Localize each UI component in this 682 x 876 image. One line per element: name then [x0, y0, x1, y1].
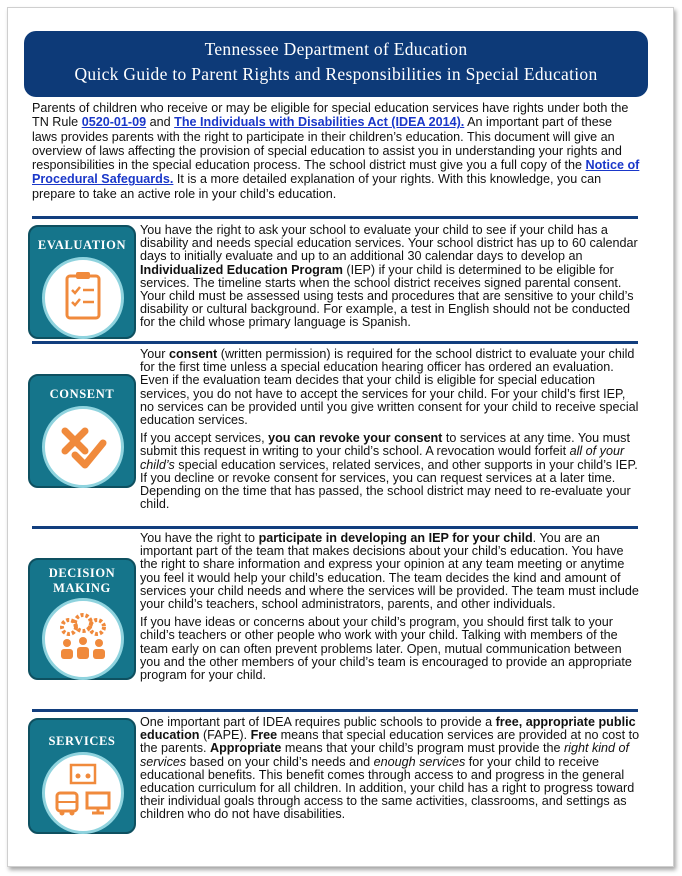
- services-label: SERVICES: [48, 734, 116, 748]
- text: You have the right to ask your school to evaluate your child to see if your child has a disability and needs special education services. Your school district has up to 60 calendar days to initially evaluate and up to an additional 30 calendar days to develop an: [140, 223, 638, 264]
- text: (written permission) is required for the school district to evaluate your child for the first time unless a special education hearing officer has ordered an evaluation. Even if the evaluation team decides that your child is eligible for special education services, you do not have to accept the services for your child. For your child’s first IEP, no services can be provided until you give written consent for your child to receive special education services.: [140, 347, 639, 428]
- bold-text: free, appropriate public education: [140, 715, 636, 743]
- evaluation-badge: [28, 225, 136, 339]
- x-check-icon: [42, 406, 124, 488]
- intro-text: Parents of children who receive or may be eligible for special education services have rights under both the TN Rule: [32, 101, 629, 130]
- text: means that your child’s program must provide the: [281, 741, 564, 756]
- evaluation-text: [140, 224, 640, 335]
- text: (FAPE).: [199, 728, 251, 743]
- intro-text: It is a more detailed explanation of your rights. With this knowledge, you can prepare to take an active role in your child’s education.: [32, 172, 602, 201]
- decision-label-line1: DECISION: [48, 566, 116, 580]
- intro-text: and: [146, 115, 175, 130]
- consent-badge: [28, 374, 136, 488]
- decision-making-text: [140, 532, 640, 687]
- team-gears-icon: [42, 598, 124, 680]
- bold-text: you can revoke your consent: [268, 431, 443, 446]
- italic-text: all of your child’s: [140, 444, 625, 472]
- banner-title: Tennessee Department of Education: [204, 39, 468, 59]
- intro-text: An important part of these laws provides parents with the right to participate in their children’s education. This document will give an overview of laws affecting the provision of special education to assist you in understanding your rights and responsibilities in the special education process. The school district must give you a full copy of the: [32, 115, 622, 173]
- consent-label: CONSENT: [49, 387, 115, 401]
- text: (IEP) if your child is determined to be eligible for services. The timeline starts when the school district receives signed parental consent. Your child must be assessed using tests and procedures that are sensitive to your child’s disability or cultural background. For example, a test in English should not be conducted for the child whose primary language is Spanish.: [140, 262, 634, 330]
- text: If you have ideas or concerns about your child’s program, you should first talk to your child’s teachers or other people who work with your child. Talking with members of the team early on can often prevent problems later. Open, mutual communication between you and the other members of your child’s team is encouraged to provide an appropriate program for your child.: [140, 615, 632, 683]
- text: for your child to receive educational benefits. This benefit comes through access to and progress in the general education curriculum for all children. In addition, your child has a right to progress toward their individual goals through access to the same activities, classrooms, and settings as children who do not have disabilities.: [140, 754, 635, 822]
- classroom-bus-computer-icon: [42, 752, 124, 834]
- text: If you accept services,: [140, 431, 269, 446]
- italic-text: enough services: [373, 754, 466, 769]
- procedural-safeguards-link[interactable]: Notice of Procedural Safeguards.: [32, 158, 640, 187]
- clipboard-checklist-icon: [42, 257, 124, 339]
- bold-text: consent: [168, 347, 218, 361]
- text: means that special education services are provided at no cost to the parents.: [140, 728, 640, 756]
- intro-paragraph: [32, 101, 640, 201]
- bold-text: Appropriate: [210, 741, 282, 756]
- text: . You are an important part of the team that makes decisions about your child’s education. You have the right to share information and express your opinion at any team meeting or anytime you feel it would help your child’s education. The team decides the kind and amount of services your child needs and where the services will be provided. The team must include your child’s teachers, school administrators, parents, and other individuals.: [140, 531, 639, 612]
- text: Your: [140, 347, 169, 361]
- section-divider: [32, 526, 638, 529]
- evaluation-label: EVALUATION: [37, 238, 127, 252]
- consent-text: [140, 348, 640, 516]
- text: You have the right to: [140, 531, 259, 545]
- banner-subtitle: Quick Guide to Parent Rights and Responsibilities in Special Education: [74, 64, 598, 84]
- decision-label-line2: MAKING: [53, 581, 111, 595]
- bold-text: Individualized Education Program: [140, 262, 343, 277]
- italic-text: right kind of services: [140, 741, 630, 769]
- tn-rule-link[interactable]: 0520-01-09: [81, 115, 147, 130]
- text: special education services, related services, and other supports in your child’s IEP. If you decline or revoke consent for services, you can request services at a later time. Depending on the time that has passed, the school district may need to re-evaluate your child.: [140, 457, 638, 512]
- bold-text: Free: [250, 728, 278, 743]
- section-divider: [32, 341, 638, 344]
- services-badge: [28, 718, 136, 834]
- idea-link[interactable]: The Individuals with Disabilities Act (IDEA 2014).: [174, 115, 465, 130]
- decision-making-badge: [28, 558, 136, 680]
- text: One important part of IDEA requires public schools to provide a: [140, 715, 496, 729]
- section-divider: [32, 709, 638, 712]
- text: to services at any time. You must submit this request in writing to your child’s school. A revocation would forfeit: [140, 431, 630, 459]
- title-banner: [24, 31, 648, 97]
- bold-text: participate in developing an IEP for your child: [258, 531, 533, 545]
- section-divider: [32, 216, 638, 219]
- services-text: [140, 716, 640, 827]
- text: based on your child’s needs and: [186, 754, 374, 769]
